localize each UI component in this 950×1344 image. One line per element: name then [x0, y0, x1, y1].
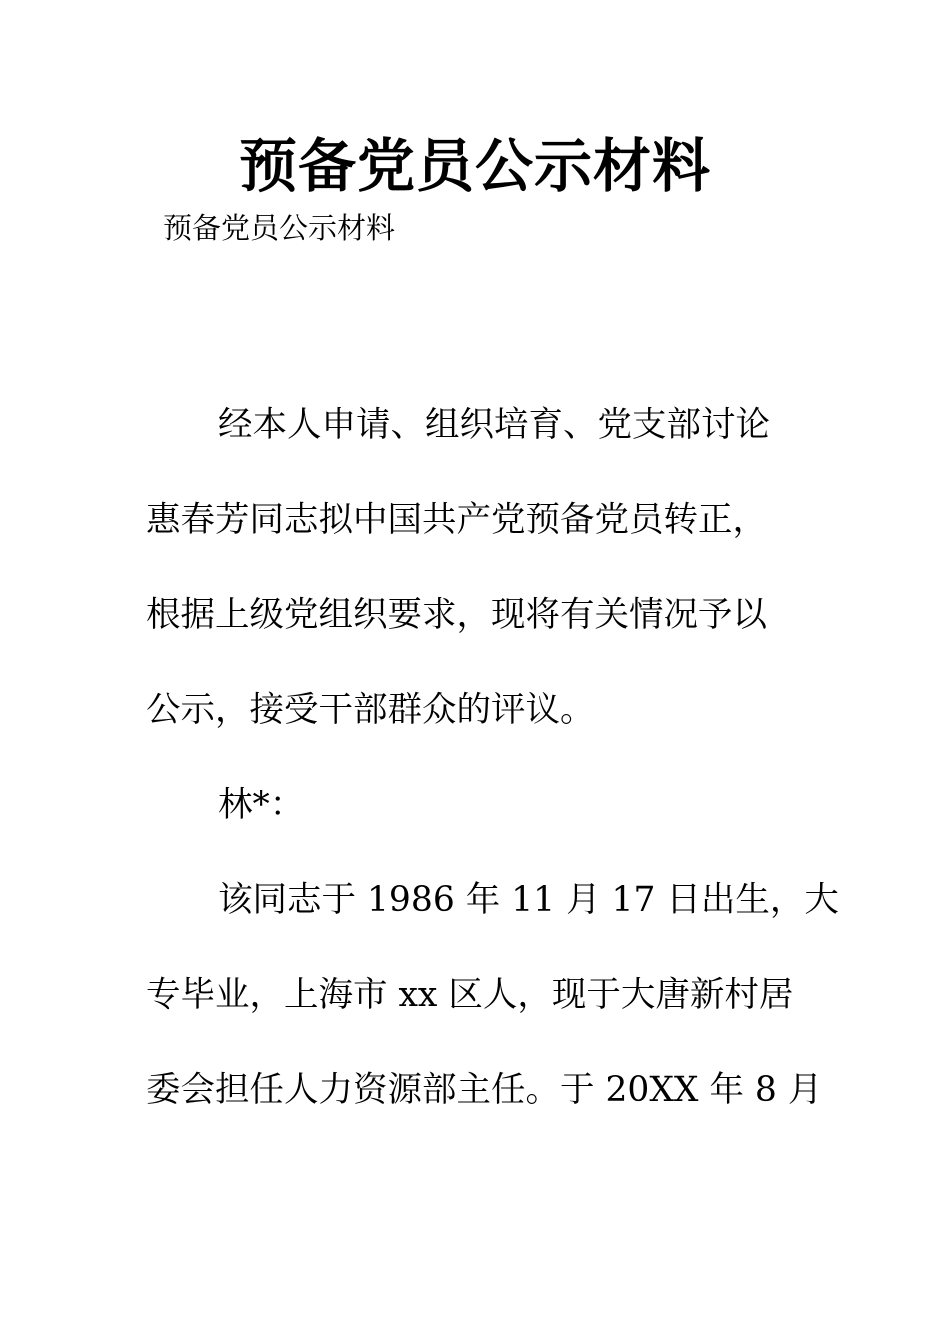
paragraph-line: 该同志于 1986 年 11 月 17 日出生，大 — [218, 880, 839, 920]
document-subtitle: 预备党员公示材料 — [163, 211, 396, 245]
paragraph-line: 经本人申请、组织培育、党支部讨论 — [218, 405, 770, 445]
candidate-name-label: 林*： — [218, 785, 305, 825]
paragraph-line: 惠春芳同志拟中国共产党预备党员转正， — [146, 500, 767, 540]
paragraph-line: 根据上级党组织要求，现将有关情况予以 — [146, 595, 767, 635]
paragraph-announcement — [146, 378, 839, 1138]
paragraph-line: 专毕业，上海市 xx 区人，现于大唐新村居 — [146, 975, 794, 1015]
paragraph-line: 公示，接受干部群众的评议。 — [146, 690, 595, 730]
paragraph-line: 委会担任人力资源部主任。于 20XX 年 8 月 — [146, 1070, 823, 1110]
document-title: 预备党员公示材料 — [238, 132, 711, 200]
